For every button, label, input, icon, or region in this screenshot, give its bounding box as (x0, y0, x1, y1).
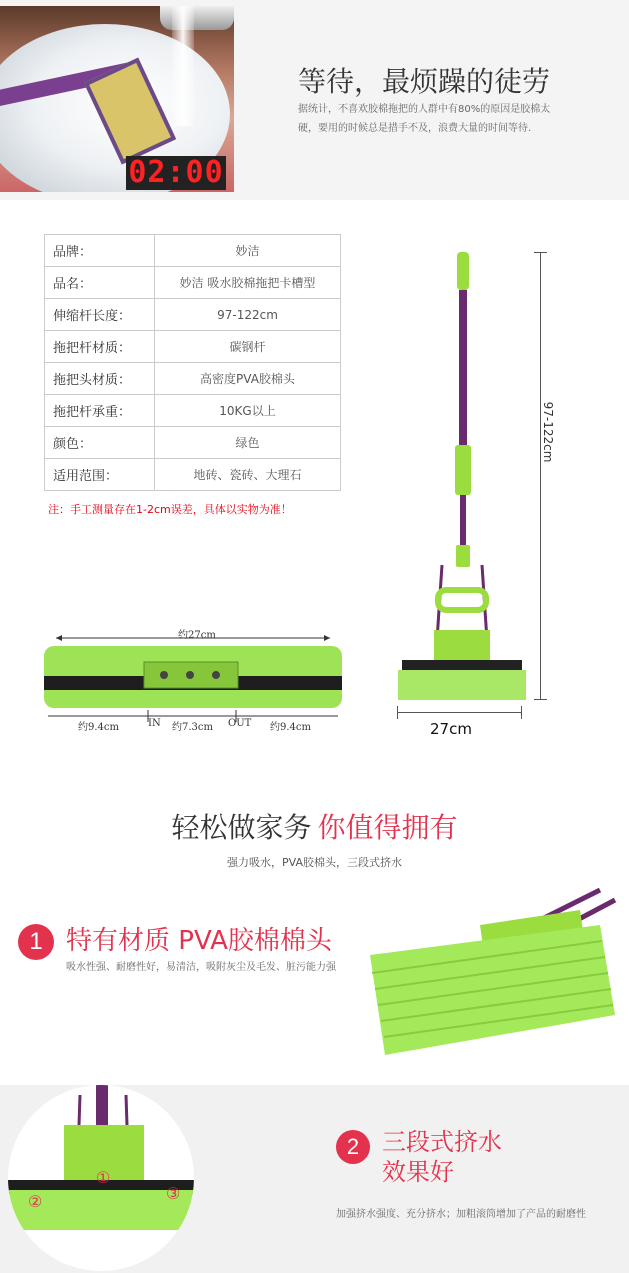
spec-key: 颜色： (45, 427, 155, 459)
feature-2-description: 加强挤水强度、充分挤水；加粗滚筒增加了产品的耐磨性 (336, 1209, 586, 1220)
squeeze-handle-shape (438, 590, 486, 610)
height-dimension-line (540, 252, 541, 700)
flat-out-label: OUT (228, 718, 252, 729)
sink-mop-photo (0, 6, 234, 192)
spec-value: 绿色 (155, 427, 341, 459)
digital-clock: 02:00 (126, 156, 226, 190)
banner-title: 等待，最烦躁的徒劳 (298, 65, 551, 98)
spec-row (45, 363, 341, 395)
spec-key: 适用范围： (45, 459, 155, 491)
spec-key: 品牌： (45, 235, 155, 267)
spec-value: 10KG以上 (155, 395, 341, 427)
screw-3-shape (212, 671, 220, 679)
height-label: 97-122cm (541, 401, 555, 463)
spec-value: 97-122cm (155, 299, 341, 331)
spec-row (45, 395, 341, 427)
flat-right-label: 约9.4cm (270, 722, 311, 733)
upright-mop-illustration (390, 250, 530, 710)
feature-1-title: 特有材质 PVA胶棉棉头 (66, 926, 332, 956)
marker-1: ① (96, 1168, 111, 1187)
width-tick-right (521, 706, 522, 719)
feature-2-title-line2: 效果好 (382, 1158, 454, 1186)
section-subtitle: 强力吸水，PVA胶棉头，三段式挤水 (227, 856, 402, 869)
sponge-head-closeup (360, 885, 629, 1065)
spec-value: 妙洁 吸水胶棉拖把卡槽型 (155, 267, 341, 299)
spec-key: 品名： (45, 267, 155, 299)
feature-2-number-badge: 2 (336, 1130, 370, 1164)
spec-key: 拖把杆材质： (45, 331, 155, 363)
spec-key: 拖把杆承重： (45, 395, 155, 427)
water-stream-shape (172, 6, 194, 126)
spec-row (45, 331, 341, 363)
spec-table (44, 234, 341, 491)
section-title-red: 你值得拥有 (317, 811, 458, 844)
marker-2: ② (28, 1192, 43, 1211)
flat-mid-label: 约7.3cm (172, 722, 213, 733)
height-tick-bottom (534, 699, 547, 700)
spec-value: 高密度PVA胶棉头 (155, 363, 341, 395)
lock-collar-shape (455, 445, 471, 495)
spec-row (45, 459, 341, 491)
header-banner (0, 0, 629, 200)
section-title-black: 轻松做家务 (171, 811, 312, 844)
flat-left-label: 约9.4cm (78, 722, 119, 733)
feature-1-number-badge: 1 (18, 924, 54, 960)
spec-value: 碳钢杆 (155, 331, 341, 363)
flat-in-label: IN (148, 718, 161, 729)
spec-value: 妙洁 (155, 235, 341, 267)
spec-key: 拖把头材质： (45, 363, 155, 395)
screw-1-shape (160, 671, 168, 679)
spec-row (45, 299, 341, 331)
spec-row (45, 267, 341, 299)
screw-2-shape (186, 671, 194, 679)
spec-key: 伸缩杆长度： (45, 299, 155, 331)
feature-2-title (382, 1127, 502, 1187)
sponge-head-shape (398, 670, 526, 700)
measurement-note: 注：手工测量存在1-2cm误差，具体以实物为准！ (48, 503, 292, 516)
upper-pole-shape (459, 290, 467, 450)
flat-total-label: 约27cm (178, 630, 216, 641)
feature-1-description: 吸水性强、耐磨性好，易清洁，吸附灰尘及毛发、脏污能力强 (66, 962, 336, 973)
width-label: 27cm (430, 720, 472, 738)
lever-joint-shape (456, 545, 470, 567)
spec-row (45, 235, 341, 267)
width-tick-left (397, 706, 398, 719)
width-dimension-line (397, 712, 522, 713)
spec-value: 地砖、瓷砖、大理石 (155, 459, 341, 491)
circle-pole (96, 1085, 108, 1125)
marker-3: ③ (166, 1184, 181, 1203)
height-tick-top (534, 252, 547, 253)
section-title (0, 806, 629, 846)
handle-cap-shape (457, 252, 469, 290)
spec-row (45, 427, 341, 459)
feature-2-title-line1: 三段式挤水 (382, 1128, 502, 1156)
banner-description: 据统计，不喜欢胶棉拖把的人群中有80%的原因是胶棉太硬，要用的时候总是措手不及，浪费大量的时间等待. (298, 104, 551, 134)
